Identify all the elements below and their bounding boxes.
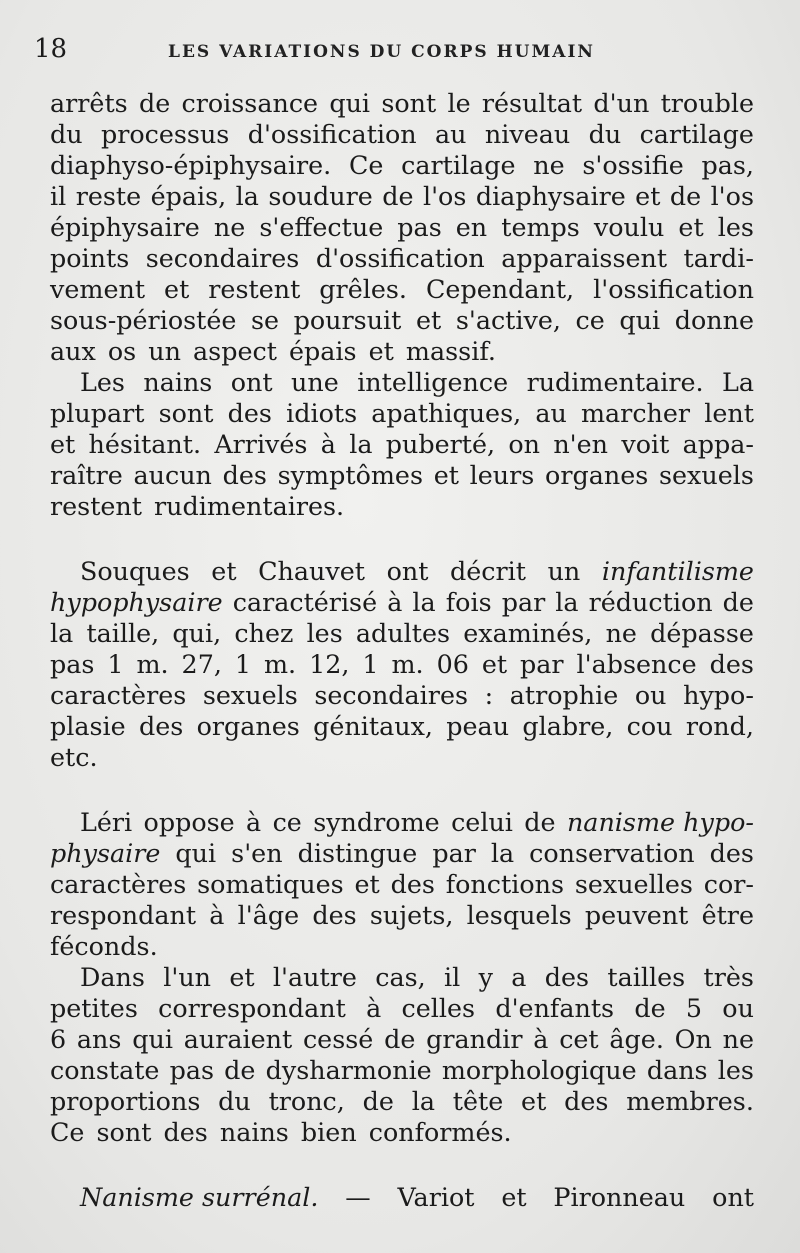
word: n'en [553,429,609,459]
word: Chauvet [258,556,365,586]
word: par [520,649,564,679]
word: Nanisme surrénal. [80,1182,319,1212]
word: la [411,1086,435,1116]
text-line [50,243,754,274]
word: l'os [422,181,467,211]
word: caractérisé [232,587,378,617]
word: peuvent [584,900,689,930]
word: à [209,900,225,930]
word: l'un [163,962,212,992]
word: résultat [481,88,583,118]
word: de [382,181,414,211]
word: et [521,1086,547,1116]
word: âge. [609,1024,664,1054]
word: Léri [80,807,133,837]
word: hypo- [683,680,754,710]
word: grandir [426,1024,523,1054]
word: l'âge [237,900,300,930]
text-line [50,305,754,336]
word: m. [391,649,424,679]
word: membres. [626,1086,754,1116]
word: ont [230,367,273,397]
text-line [50,680,754,711]
word: sont [381,88,437,118]
word: a [511,962,527,992]
word: et [678,212,704,242]
word: le [447,88,471,118]
word: du [50,119,83,149]
word: 27, [181,649,222,679]
text-line [50,460,754,491]
paragraph-spacing [50,522,754,556]
word: y [478,962,493,992]
word: pas [50,649,95,679]
word: m. [263,649,297,679]
word: d'un [593,88,650,118]
word: des [709,838,754,868]
word: temps [501,212,580,242]
text-line: restent rudimentaires. [50,491,345,521]
word: glabre, [522,711,614,741]
word: des [564,1086,609,1116]
word: niveau [484,119,571,149]
word: soudure [268,181,373,211]
word: raître [50,460,123,490]
word: il [444,962,461,992]
word: des [227,398,272,428]
word: tronc, [268,1086,345,1116]
word: les [717,1055,754,1085]
word: — [345,1182,371,1212]
word: et [501,1182,527,1212]
word: organes [196,711,300,741]
word: Souques [80,556,190,586]
text-line [50,1182,754,1213]
word: être [701,900,754,930]
word: ce [272,807,302,837]
word: La [722,367,754,397]
word: ce [575,305,605,335]
word: à [387,587,403,617]
word: infantilisme [601,556,754,586]
word: idiots [286,398,358,428]
word: la [235,181,259,211]
word: et [211,556,237,586]
paragraph-infantilisme [50,522,754,773]
word: sexuelles [574,869,693,899]
word: constate [50,1055,160,1085]
text-line [50,274,754,305]
word: nanisme hypo- [566,807,754,837]
text-line [50,711,754,742]
text-line [50,556,754,587]
word: épiphysaire [50,212,200,242]
word: marcher [580,398,691,428]
word: trouble [660,88,754,118]
word: décrit [450,556,526,586]
word: voit [621,429,670,459]
text-line [50,869,754,900]
word: rudimentaire. [526,367,704,397]
paragraph-nanisme-hypophysaire [50,773,754,962]
word: à [246,807,262,837]
word: les [306,618,343,648]
word: à [366,993,382,1023]
word: sous-périostée [50,305,237,335]
word: hypophysaire [50,587,223,617]
word: diaphysaire [475,181,626,211]
word: aucun [133,460,212,490]
word: respondant [50,900,197,930]
word: appa- [682,429,754,459]
word: Variot [397,1182,475,1212]
word: grêles. [319,274,407,304]
word: Dans [80,962,145,992]
word: des [222,460,267,490]
word: se [250,305,280,335]
word: qui [329,88,371,118]
word: celui [451,807,513,837]
word: de [362,1086,394,1116]
word: l'os [710,181,754,211]
word: apparaissent [501,243,668,273]
word: secondaires [314,680,468,710]
word: et [635,181,661,211]
word: les [717,212,754,242]
word: cas, [375,962,426,992]
word: il [50,181,67,211]
word: et [164,274,190,304]
word: examinés, [463,618,593,648]
word: dysharmonie [265,1055,432,1085]
word: qui [619,305,661,335]
word: 1 [362,649,379,679]
word: oppose [143,807,235,837]
word: adultes [355,618,451,648]
text-line [50,119,754,150]
word: celles [401,993,476,1023]
word: en [455,212,488,242]
word: dépasse [650,618,754,648]
text-line: Ce sont des nains bien conformés. [50,1117,512,1147]
word: ont [386,556,429,586]
word: tailles [607,962,686,992]
word: organes [545,460,649,490]
word: et [481,649,508,679]
word: par [501,587,546,617]
word: et [433,460,459,490]
word: des [390,869,435,899]
paragraph-ossification [50,88,754,367]
word: l'autre [272,962,357,992]
word: ou [634,680,667,710]
word: fois [445,587,492,617]
word: pas, [701,150,754,180]
word: correspondant [158,993,346,1023]
word: : [484,680,494,710]
word: donne [674,305,754,335]
word: ne [722,1024,754,1054]
text-line [50,181,754,212]
word: ne [213,212,246,242]
word: qui [132,1024,173,1054]
word: sexuels [659,460,754,490]
word: plasie [50,711,126,741]
word: de [722,587,754,617]
word: ne [605,618,637,648]
word: restent [208,274,301,304]
word: peau [446,711,510,741]
word: voulu [593,212,665,242]
word: plupart [50,398,145,428]
word: taille, [86,618,160,648]
text-line [50,1086,754,1117]
word: caractères [50,680,187,710]
word: et [50,429,76,459]
text-line: féconds. [50,931,158,961]
word: auraient [183,1024,293,1054]
word: réduction [588,587,713,617]
word: des [709,649,754,679]
text-line [50,649,754,680]
word: tardi- [683,243,754,273]
word: la [412,587,436,617]
word: au [435,119,467,149]
word: sujets, [369,900,454,930]
word: de [634,993,666,1023]
word: points [50,243,130,273]
text-line [50,429,754,460]
word: dans [646,1055,708,1085]
word: du [218,1086,251,1116]
word: pas [397,212,442,242]
word: distingue [297,838,418,868]
word: poursuit [293,305,402,335]
word: fonctions [445,869,564,899]
word: cou [626,711,673,741]
word: atrophie [509,680,619,710]
text-line [50,618,754,649]
word: 1 [234,649,252,679]
word: cor- [703,869,754,899]
word: nains [143,367,213,397]
word: ans [76,1024,122,1054]
word: s'effectue [259,212,384,242]
word: génitaux, [313,711,433,741]
text-line [50,1024,754,1055]
word: physaire [50,838,161,868]
word: lesquels [466,900,572,930]
word: arrêts [50,88,128,118]
word: intelligence [357,367,509,397]
word: morphologique [441,1055,637,1085]
word: Ce [348,150,384,180]
word: reste [75,181,142,211]
word: s'en [231,838,283,868]
word: sexuels [202,680,298,710]
word: processus [100,119,230,149]
paragraph-intelligence [50,367,754,522]
word: et [229,962,255,992]
text-line [50,1055,754,1086]
paragraph-spacing [50,1148,754,1182]
word: caractères [50,869,187,899]
word: cartilage [639,119,754,149]
word: la [555,587,579,617]
word: chez [234,618,294,648]
word: par [432,838,476,868]
page-number: 18 [34,34,68,64]
word: s'ossifie [582,150,684,180]
word: Pironneau [553,1182,686,1212]
word: ont [712,1182,754,1212]
word: symptômes [277,460,423,490]
word: d'ossification [315,243,485,273]
word: On [674,1024,712,1054]
text-line [50,807,754,838]
word: à [533,1024,549,1054]
word: l'absence [576,649,697,679]
word: sont [158,398,214,428]
word: lent [704,398,754,428]
word: syndrome [313,807,440,837]
text-line [50,88,754,119]
word: Arrivés [214,429,308,459]
word: qui [175,838,217,868]
word: 06 [436,649,469,679]
text-line [50,962,754,993]
text-line [50,212,754,243]
paragraph-nanisme-surrenal [50,1148,754,1213]
word: épais, [150,181,227,211]
word: pas [169,1055,215,1085]
word: 1 [107,649,124,679]
word: l'ossification [593,274,754,304]
word: on [508,429,541,459]
word: m. [136,649,169,679]
word: somatiques [197,869,344,899]
word: une [291,367,339,397]
running-head: LES VARIATIONS DU CORPS HUMAIN [168,42,595,62]
word: petites [50,993,138,1023]
word: proportions [50,1086,201,1116]
word: croissance [181,88,319,118]
word: 6 [50,1024,67,1054]
page-header [34,30,754,70]
word: et [354,869,380,899]
word: leurs [469,460,535,490]
word: d'enfants [495,993,615,1023]
word: un [547,556,581,586]
word: apathiques, [371,398,522,428]
word: de [669,181,702,211]
text-line [50,367,754,398]
word: la [50,618,74,648]
word: s'active, [455,305,561,335]
text-line [50,838,754,869]
word: puberté, [385,429,496,459]
text-line [50,587,754,618]
word: très [703,962,754,992]
text-line: etc. [50,742,98,772]
word: 5 [685,993,703,1023]
page-body [50,88,754,1213]
word: cessé [302,1024,374,1054]
word: de [384,1024,416,1054]
word: ne [533,150,565,180]
word: diaphyso-épiphysaire. [50,150,332,180]
word: à [320,429,336,459]
word: qui, [172,618,222,648]
word: hésitant. [88,429,202,459]
word: 12, [309,649,350,679]
word: d'ossification [247,119,417,149]
word: la [490,838,515,868]
word: et [415,305,442,335]
word: la [349,429,373,459]
word: de [524,807,556,837]
word: des [312,900,357,930]
word: cartilage [401,150,516,180]
word: ou [722,993,754,1023]
text-line [50,993,754,1024]
word: au [535,398,567,428]
word: tête [452,1086,504,1116]
text-line [50,900,754,931]
text-line: aux os un aspect épais et massif. [50,336,496,366]
word: rond, [685,711,754,741]
word: conservation [529,838,695,868]
text-line [50,398,754,429]
word: secondaires [145,243,300,273]
paragraph-tailles [50,962,754,1148]
word: des [544,962,590,992]
word: cet [559,1024,599,1054]
word: de [224,1055,256,1085]
text-line [50,150,754,181]
word: vement [50,274,146,304]
paragraph-spacing [50,773,754,807]
word: de [138,88,171,118]
word: du [588,119,622,149]
word: des [139,711,184,741]
word: Cependant, [425,274,575,304]
word: Les [80,367,125,397]
